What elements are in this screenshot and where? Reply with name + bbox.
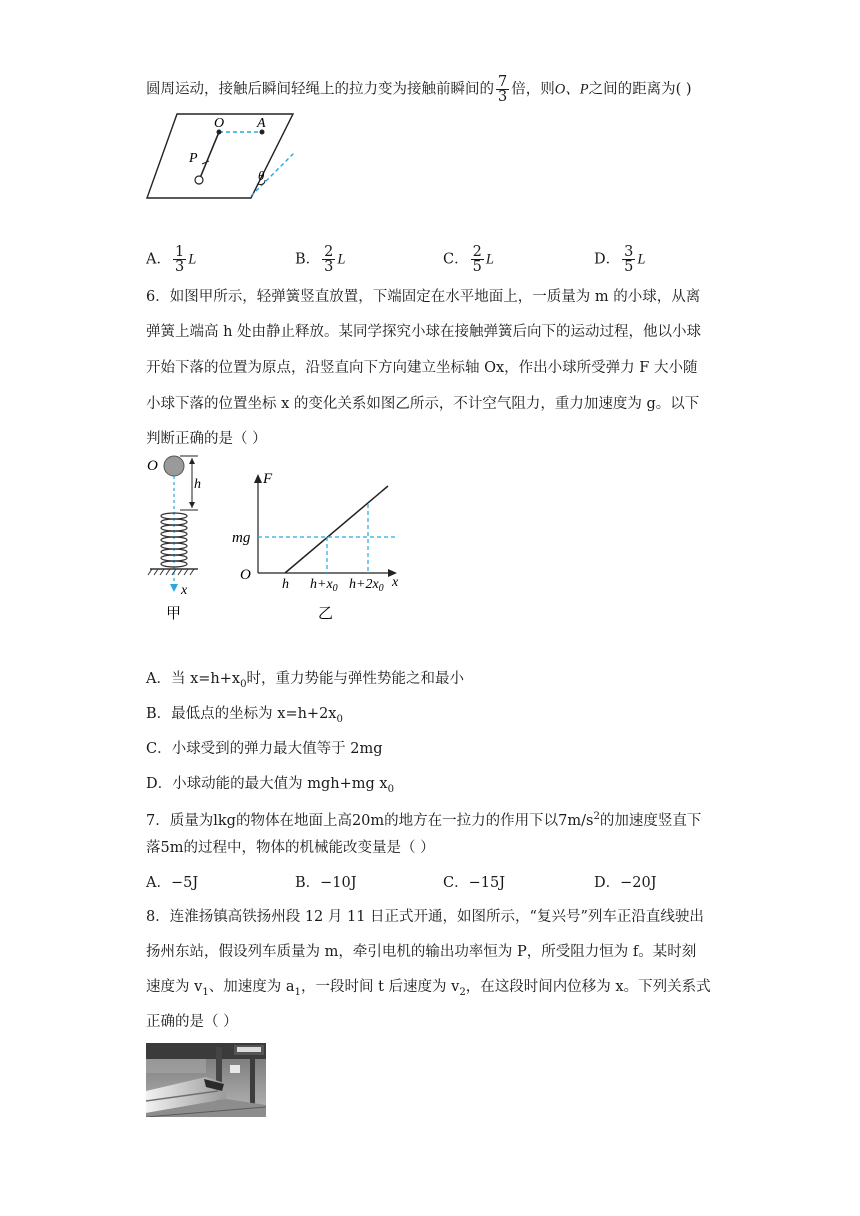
q8-stem-line-3: 速度为 $v_1$、加速度为 $a_1$，一段时间 t 后速度为 $v_2$，在这段时间内位移为 x。下列关系式 <box>146 979 711 998</box>
q7-stem-line-1: 7．质量为lkg的物体在地面上高20m的地方在一拉力的作用下以$7m/s^2$的加速度竖直下 <box>146 811 702 829</box>
q5-figure <box>145 108 305 208</box>
q8-stem-line-1: 8．连淮扬镇高铁扬州段 12 月 11 日正式开通，如图所示，“复兴号”列车正沿直线驶出 <box>146 909 704 925</box>
label-mg: mg <box>232 530 251 546</box>
label-f: F <box>263 471 273 487</box>
label-h: h <box>282 577 289 592</box>
q7-option-c[interactable]: C．−15J <box>443 875 506 891</box>
q5-option-b[interactable]: B． $\frac{2}{3}$ L <box>295 244 346 275</box>
q5-option-a[interactable]: A． $\frac{1}{3}$ L <box>146 244 197 275</box>
q7-option-a[interactable]: A．−5J <box>146 875 199 891</box>
q5-stem: 圆周运动，接触后瞬间轻绳上的拉力变为接触前瞬间的 $\frac{7}{3}$ 倍，则O、P之间的距离为( ) <box>146 74 692 105</box>
q6-stem-line-4: 小球下落的位置坐标 x 的变化关系如图乙所示，不计空气阻力，重力加速度为 g。以下 <box>146 396 700 412</box>
q5-option-c[interactable]: C． $\frac{2}{5}$ L <box>443 244 494 275</box>
q6-stem-line-5: 判断正确的是（ ） <box>146 431 267 447</box>
ball <box>164 456 184 476</box>
q6-option-b[interactable]: B．最低点的坐标为 $x=h+2x_0$ <box>146 706 343 725</box>
label-o: O <box>240 567 251 583</box>
caption-yi: 乙 <box>318 606 334 622</box>
label-o: O <box>147 458 158 474</box>
q8-stem-line-2: 扬州东站，假设列车质量为 m，牵引电机的输出功率恒为 P，所受阻力恒为 f。某时刻 <box>146 944 697 960</box>
label-h-plus-x0: $h+x_0$ <box>310 577 338 594</box>
label-a: A <box>257 116 266 131</box>
spring <box>161 513 187 567</box>
label-h-plus-2x0: $h+2x_0$ <box>349 577 384 594</box>
q6-figure-jia <box>144 450 214 625</box>
label-x: x <box>181 583 188 598</box>
q6-option-c[interactable]: C．小球受到的弹力最大值等于 2mg <box>146 741 383 757</box>
fraction: $\frac{7}{3}$ <box>498 74 508 105</box>
ground-hatch <box>148 569 194 575</box>
label-h: h <box>194 477 201 492</box>
x-axis-arrow <box>170 584 178 592</box>
label-x: x <box>392 575 399 590</box>
q6-option-d[interactable]: D．小球动能的最大值为 mgh+mg $x_0$ <box>146 776 395 795</box>
q8-stem-line-4: 正确的是（ ） <box>146 1014 238 1030</box>
label-p: P <box>189 151 198 166</box>
q6-stem-line-1: 6．如图甲所示，轻弹簧竖直放置，下端固定在水平地面上，一质量为 m 的小球，从离 <box>146 289 701 305</box>
q7-option-d[interactable]: D．−20J <box>594 875 657 891</box>
q6-stem-line-2: 弹簧上端高 h 处由静止释放。某同学探究小球在接触弹簧后向下的运动过程，他以小球 <box>146 324 702 340</box>
force-line <box>285 486 388 573</box>
q6-option-a[interactable]: A．当 $x=h+x_0$时，重力势能与弹性势能之和最小 <box>146 671 465 690</box>
label-o: O <box>214 116 225 131</box>
label-theta: θ <box>258 168 265 183</box>
q7-stem-line-2: 落5m的过程中，物体的机械能改变量是（ ） <box>146 840 435 856</box>
ball <box>195 176 203 184</box>
caption-jia: 甲 <box>166 606 182 622</box>
q6-stem-line-3: 开始下落的位置为原点，沿竖直向下方向建立坐标轴 Ox，作出小球所受弹力 F 大小随 <box>146 360 698 376</box>
q7-option-b[interactable]: B．−10J <box>295 875 357 891</box>
rope <box>200 132 219 178</box>
train-station-photo <box>146 1043 266 1117</box>
q6-figure-yi <box>230 470 410 645</box>
q5-option-d[interactable]: D． $\frac{3}{5}$ L <box>594 244 646 275</box>
